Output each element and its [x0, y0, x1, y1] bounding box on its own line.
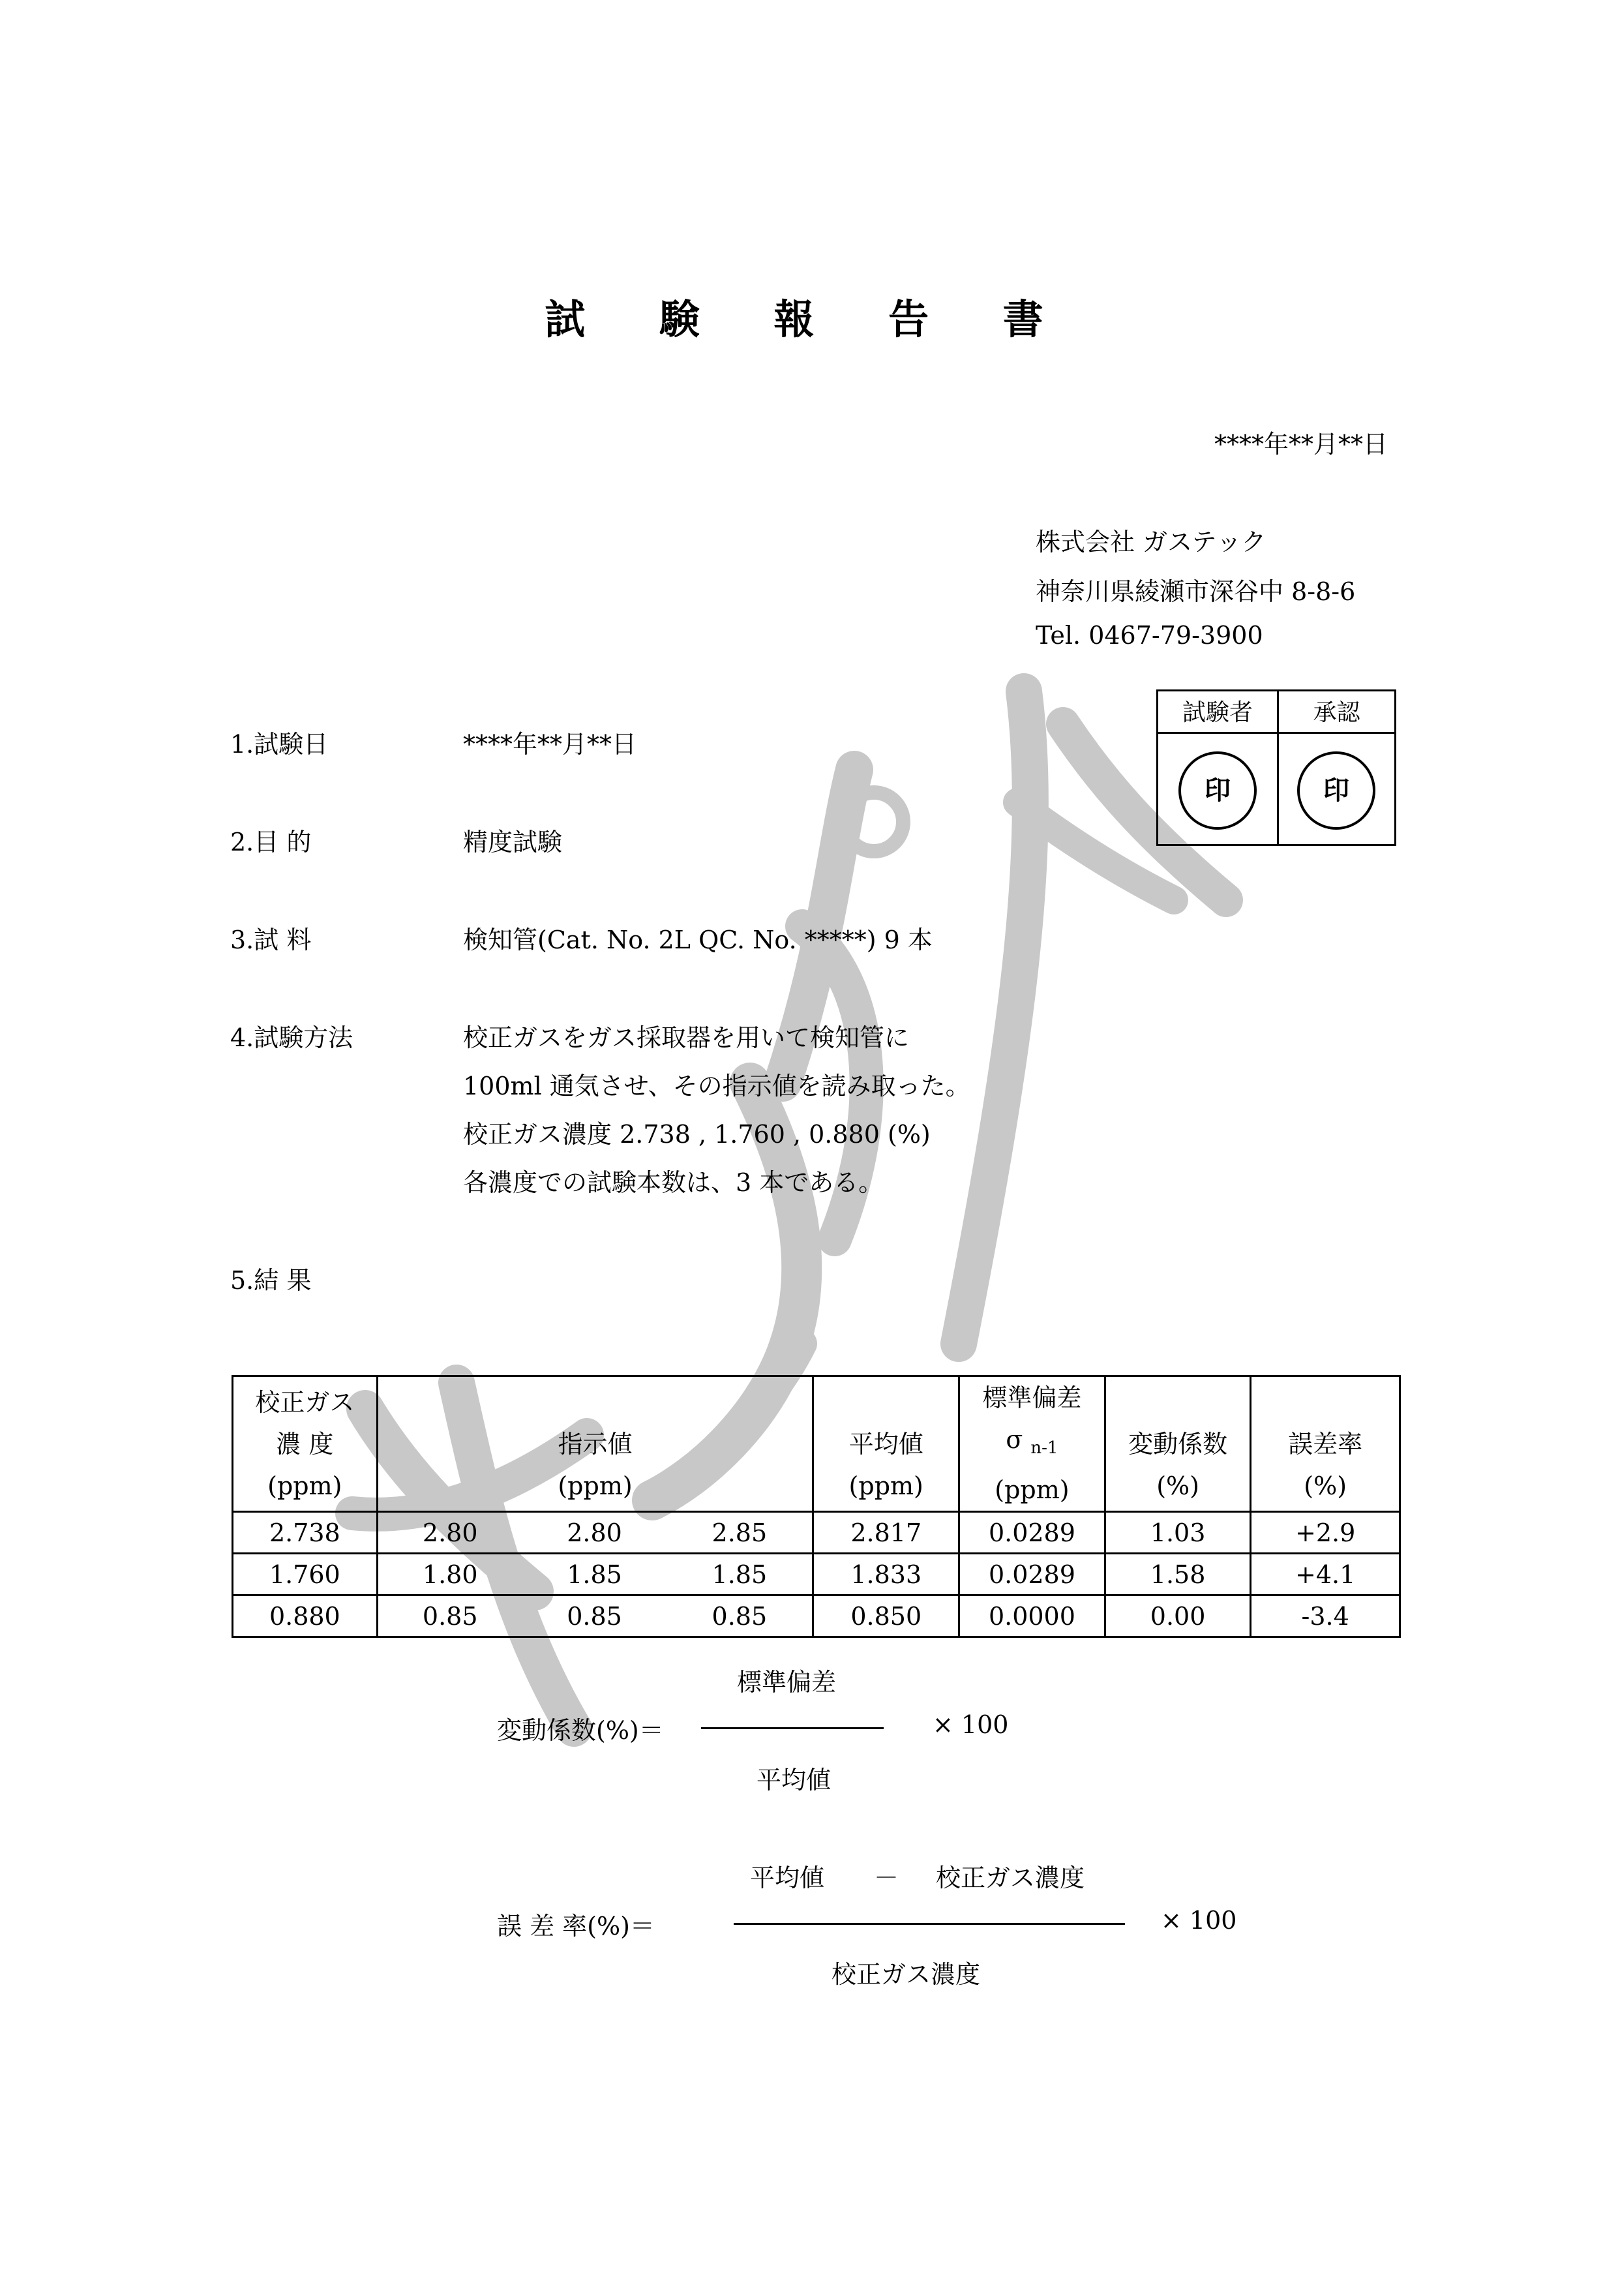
stamp-divider	[1277, 691, 1279, 844]
item-label-date: 1.試験日	[230, 730, 329, 759]
table-row: 2.738 2.80 2.80 2.85 2.817 0.0289 1.03 +2.9	[233, 1512, 1400, 1554]
item-value-method: 校正ガスをガス採取器を用いて検知管に	[463, 1023, 910, 1052]
cv-fraction-line	[701, 1727, 884, 1729]
method-line-3: 各濃度での試験本数は、3 本である。	[463, 1168, 884, 1197]
item-value-date: ****年**月**日	[463, 730, 637, 759]
err-formula-denominator: 校正ガス濃度	[831, 1960, 981, 1989]
err-formula-lhs: 誤 差 率(%)＝	[497, 1912, 655, 1941]
table-row: 1.760 1.80 1.85 1.85 1.833 0.0289 1.58 +4.1	[233, 1554, 1400, 1595]
err-formula-minus: －	[874, 1864, 899, 1892]
method-line-1: 100ml 通気させ、その指示値を読み取った。	[463, 1072, 970, 1100]
cv-formula-numerator: 標準偏差	[737, 1668, 837, 1697]
company-name: 株式会社 ガステック	[1036, 528, 1266, 556]
approval-stamp-box	[1156, 689, 1396, 846]
item-label-sample: 3.試 料	[230, 926, 312, 954]
item-label-result: 5.結 果	[230, 1266, 312, 1295]
header-indicated: 指示値 (ppm)	[377, 1376, 813, 1512]
err-formula-numerator-b: 校正ガス濃度	[936, 1864, 1085, 1892]
approver-label: 承認	[1279, 691, 1394, 734]
header-cv: 変動係数 (%)	[1105, 1376, 1251, 1512]
err-formula-multiplier: × 100	[1161, 1906, 1237, 1935]
tester-seal: 印	[1178, 751, 1257, 830]
cv-formula-denominator: 平均値	[757, 1766, 831, 1794]
cv-formula-lhs: 変動係数(%)＝	[497, 1716, 664, 1745]
cv-formula-multiplier: × 100	[933, 1710, 1009, 1739]
table-row: 0.880 0.85 0.85 0.85 0.850 0.0000 0.00 -3.4	[233, 1595, 1400, 1637]
header-err: 誤差率 (%)	[1251, 1376, 1400, 1512]
tester-label: 試験者	[1158, 691, 1277, 734]
header-conc: 校正ガス 濃 度 (ppm)	[233, 1376, 378, 1512]
item-label-purpose: 2.目 的	[230, 828, 312, 856]
results-table	[232, 1375, 1401, 1638]
report-date: ****年**月**日	[1214, 430, 1388, 459]
header-sd: 標準偏差 σ $_{n-1}$ (ppm)	[959, 1376, 1105, 1512]
approver-seal: 印	[1297, 751, 1375, 830]
err-formula-numerator-a: 平均値	[750, 1864, 825, 1892]
method-line-2: 校正ガス濃度 2.738 , 1.760 , 0.880 (%)	[463, 1120, 931, 1149]
item-value-purpose: 精度試験	[463, 828, 563, 856]
err-fraction-line	[734, 1923, 1125, 1925]
table-header-row	[233, 1376, 1400, 1512]
item-label-method: 4.試験方法	[230, 1023, 353, 1052]
item-value-sample: 検知管(Cat. No. 2L QC. No. *****) 9 本	[463, 926, 933, 954]
header-mean: 平均値 (ppm)	[813, 1376, 959, 1512]
company-address: 神奈川県綾瀬市深谷中 8-8-6	[1036, 577, 1356, 606]
document-title: 試 験 報 告 書	[545, 295, 1073, 343]
company-tel: Tel. 0467-79-3900	[1036, 621, 1263, 650]
